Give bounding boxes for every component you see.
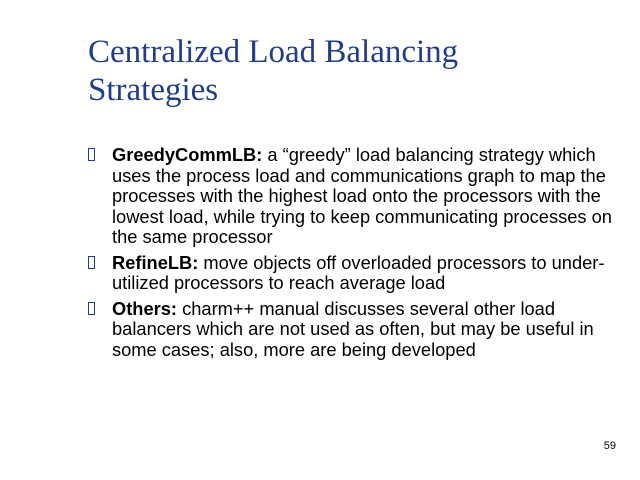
bullet-item-greedycommlb: [88, 145, 628, 248]
page-number: 59: [603, 440, 616, 452]
bullet-text: move objects off overloaded processors to under-utilized processors to reach average load: [112, 251, 605, 293]
bullet-term: GreedyCommLB:: [112, 144, 263, 165]
slide-title: [88, 33, 608, 109]
bullet-term: RefineLB:: [112, 251, 199, 273]
bullet-square-icon: [88, 256, 95, 269]
bullet-term: Others:: [112, 297, 178, 319]
bullet-square-icon: [88, 148, 95, 161]
bullet-text: a “greedy” load balancing strategy which uses the process load and communications graph to map the processes with the highest load onto the processors with the lowest load, while trying to keep communicating processes on the same processor: [112, 144, 612, 247]
bullet-item-others: [88, 299, 628, 361]
slide-title-line-2: Strategies: [88, 72, 219, 108]
bullet-item-refinelb: [88, 253, 628, 294]
bullet-list: [88, 145, 628, 365]
bullet-square-icon: [88, 302, 95, 315]
bullet-text: charm++ manual discusses several other load balancers which are not used as often, but may be useful in some cases; also, more are being developed: [112, 297, 594, 360]
slide-title-line-1: Centralized Load Balancing: [88, 34, 459, 70]
